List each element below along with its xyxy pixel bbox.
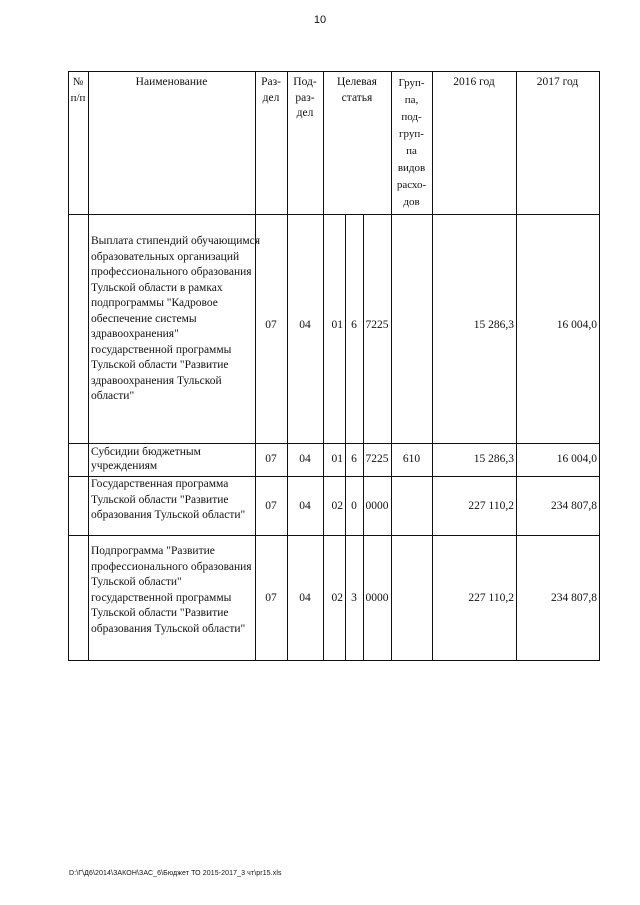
file-path-footer: D:\Г\Д6\2014\ЗАКОН\ЗАС_6\Бюджет ТО 2015-2017_3 чт\pr15.xls	[69, 870, 282, 877]
grid-line	[432, 71, 433, 661]
row-razdel: 07	[265, 319, 277, 331]
row-razdel: 07	[265, 500, 277, 512]
row-podrazdel: 04	[299, 592, 311, 604]
row-ts-program: 02	[331, 592, 343, 604]
grid-line	[68, 535, 600, 536]
header-tselevaya-statya: Целевая статья	[337, 76, 377, 104]
row-name: Субсидии бюджетным учреждениям	[91, 446, 201, 472]
header-name: Наименование	[135, 76, 208, 88]
row-2017: 234 807,8	[551, 500, 597, 512]
row-2016: 227 110,2	[468, 592, 514, 604]
row-podrazdel: 04	[299, 453, 311, 465]
header-gruppa: Груп- па, под- груп- па видов расхо- дов	[396, 77, 427, 208]
row-ts-program: 02	[331, 500, 343, 512]
row-2016: 15 286,3	[473, 319, 514, 331]
row-ts-subprogram: 6	[351, 319, 357, 331]
row-ts-direction: 0000	[365, 592, 389, 604]
header-2017: 2017 год	[536, 76, 579, 88]
grid-line	[287, 71, 288, 661]
header-2016: 2016 год	[453, 76, 495, 88]
row-gruppa	[391, 498, 432, 514]
row-ts-program: 01	[331, 319, 343, 331]
grid-line	[88, 71, 89, 661]
row-2017: 16 004,0	[556, 319, 597, 331]
row-ts-direction: 7225	[365, 319, 389, 331]
grid-line	[68, 214, 600, 215]
row-ts-program: 01	[331, 453, 343, 465]
row-razdel: 07	[265, 592, 277, 604]
row-podrazdel: 04	[299, 319, 311, 331]
row-podrazdel: 04	[299, 500, 311, 512]
header-num: № п/п	[70, 76, 86, 104]
row-name: Подпрограмма "Развитие профессионального образования Тульской области" государственной программы Тульской области "Развитие образования Тульской области"	[91, 545, 252, 635]
row-ts-subprogram: 3	[351, 592, 357, 604]
grid-line	[516, 71, 517, 661]
row-razdel: 07	[265, 453, 277, 465]
row-gruppa: 610	[402, 453, 421, 465]
row-name: Выплата стипендий обучающимся образовательных организаций профессионального образования Тульской области в рамках подпрограммы "Кадровое обеспечение системы здравоохранения" государственной программы Тульской области "Развитие здравоохранения Тульской области"	[91, 235, 261, 402]
grid-line	[599, 71, 600, 661]
header-podrazdel: Под- раз- дел	[293, 76, 317, 119]
row-ts-subprogram: 0	[351, 500, 357, 512]
grid-line	[68, 443, 600, 444]
row-2016: 15 286,3	[473, 453, 514, 465]
budget-table	[68, 71, 600, 661]
grid-line	[68, 71, 69, 661]
row-gruppa	[391, 317, 432, 333]
row-gruppa	[391, 590, 432, 606]
row-ts-direction: 7225	[365, 453, 389, 465]
page-number: 10	[313, 14, 327, 26]
row-2017: 234 807,8	[551, 592, 597, 604]
row-2017: 16 004,0	[556, 453, 597, 465]
grid-line	[68, 71, 600, 72]
header-razdel: Раз- дел	[261, 76, 281, 104]
row-2016: 227 110,2	[468, 500, 514, 512]
grid-line	[68, 660, 600, 661]
row-ts-subprogram: 6	[351, 453, 357, 465]
grid-line	[323, 71, 324, 661]
row-ts-direction: 0000	[365, 500, 389, 512]
row-name: Государственная программа Тульской области "Развитие образования Тульской области"	[91, 478, 246, 521]
